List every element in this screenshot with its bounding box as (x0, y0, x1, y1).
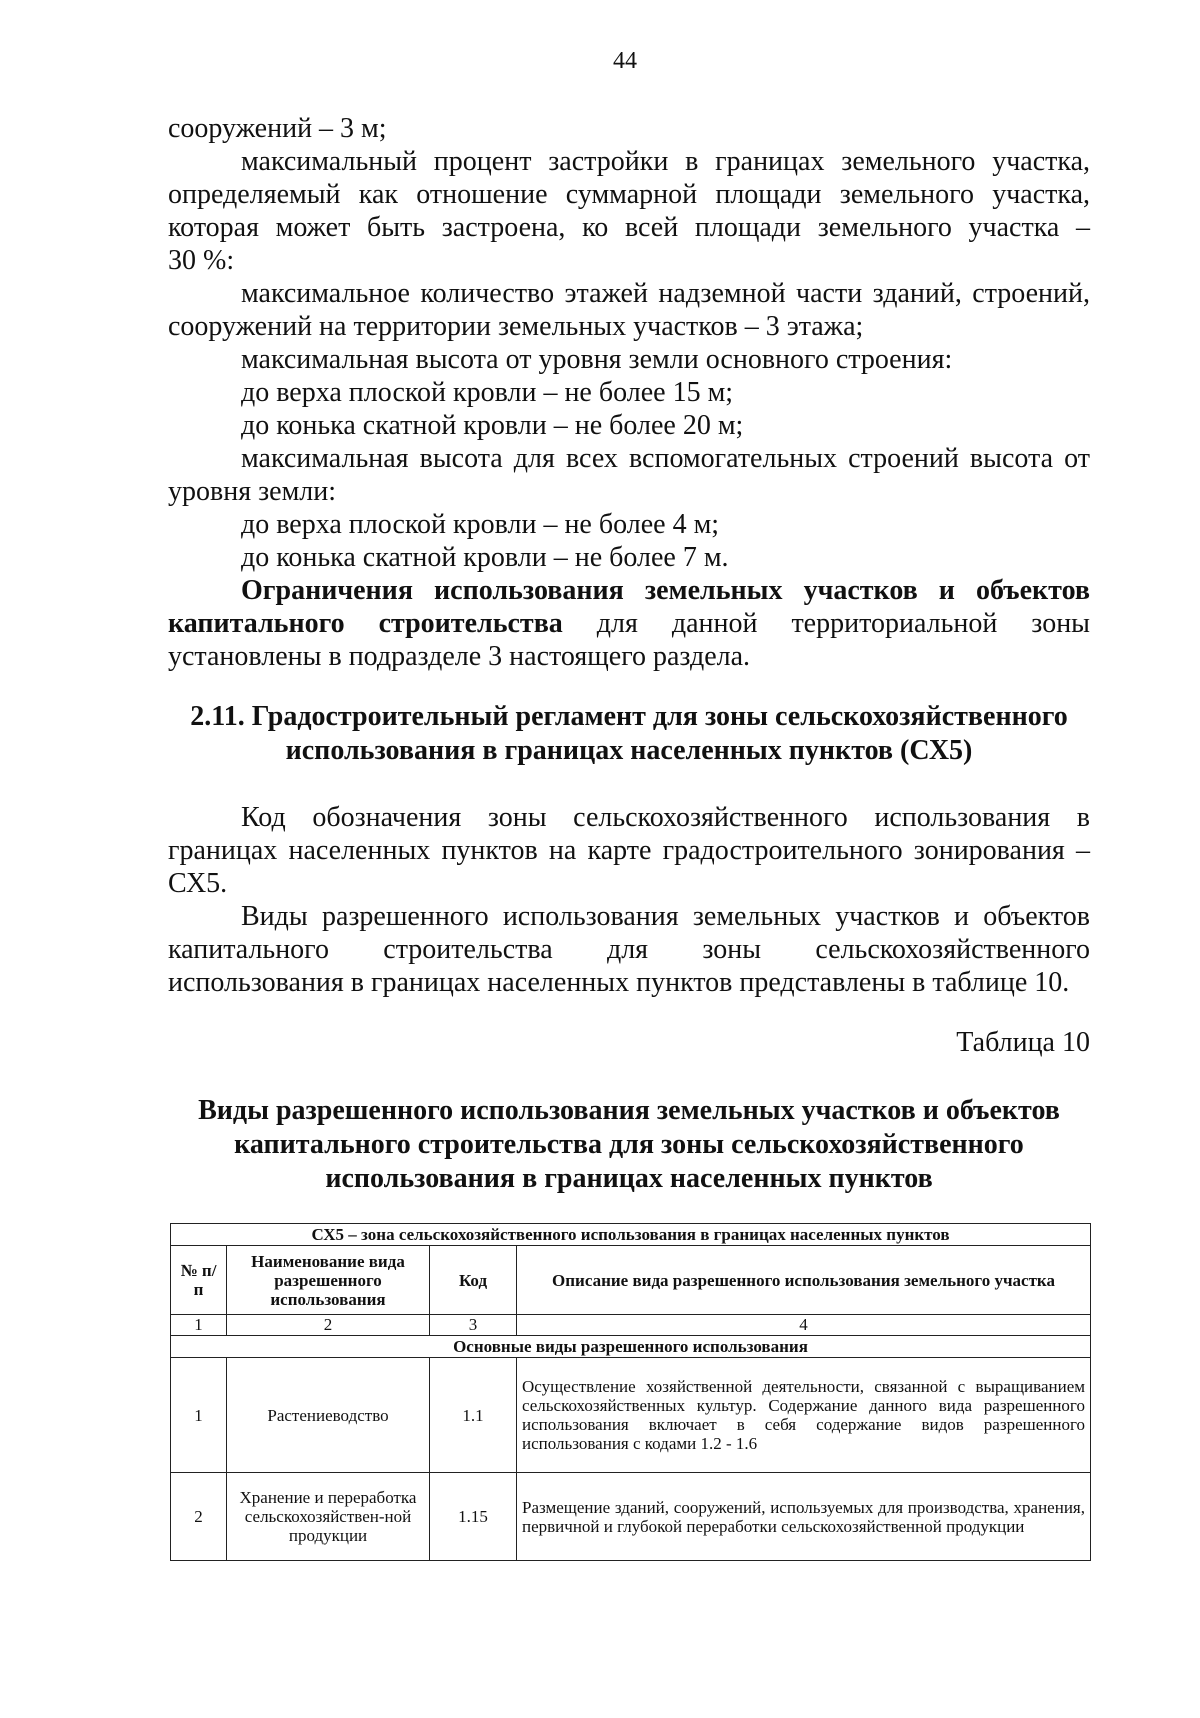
table-title-line: Виды разрешенного использования земельных участков и объектов (198, 1095, 1060, 1126)
column-number: 2 (227, 1315, 430, 1336)
zone-header-cell: СХ5 – зона сельскохозяйственного использования в границах населенных пунктов (171, 1224, 1091, 1246)
page-number: 44 (613, 48, 637, 74)
row-name: Растениеводство (227, 1358, 430, 1473)
column-number: 1 (171, 1315, 227, 1336)
section-title-line: использования в границах населенных пунктов (СХ5) (285, 735, 973, 766)
text-line: уровня земли: (168, 476, 337, 507)
restrictions-bold-fragment: капитального строительства (168, 608, 563, 639)
row-code: 1.1 (430, 1358, 517, 1473)
column-number-row (171, 1315, 1091, 1336)
text-line: определяемый как отношение суммарной площади земельного участка, (168, 179, 1090, 210)
text-line: сооружений – 3 м; (168, 113, 387, 144)
table-row (171, 1473, 1091, 1561)
text-line: Виды разрешенного использования земельных участков и объектов (241, 901, 1090, 932)
group-row (171, 1336, 1091, 1358)
text-line: до верха плоской кровли – не более 15 м; (241, 377, 734, 408)
column-header: № п/п (171, 1246, 227, 1315)
row-description: Осуществление хозяйственной деятельности, связанной с выращиванием сельскохозяйственных культур. Содержание данного вида разрешенного использования включает в себя содержание видов разрешенного использования с кодами 1.2 - 1.6 (517, 1358, 1091, 1473)
text-line: до верха плоской кровли – не более 4 м; (241, 509, 720, 540)
text-line: СХ5. (168, 868, 228, 899)
table-row (171, 1358, 1091, 1473)
column-number: 3 (430, 1315, 517, 1336)
column-header: Код (430, 1246, 517, 1315)
row-number: 1 (171, 1358, 227, 1473)
text-line: капитального строительства для зоны сельскохозяйственного (168, 934, 1090, 965)
restrictions-heading-line: Ограничения использования земельных участков и объектов (241, 575, 1090, 606)
column-header: Наименование вида разрешенного использования (227, 1246, 430, 1315)
table-title (168, 1094, 1090, 1196)
section-title (168, 700, 1090, 768)
column-number: 4 (517, 1315, 1091, 1336)
text-line: использования в границах населенных пунктов представлены в таблице 10. (168, 967, 1070, 998)
text-line: сооружений на территории земельных участков – 3 этажа; (168, 311, 864, 342)
table-header-row (171, 1246, 1091, 1315)
text-line: максимальное количество этажей надземной части зданий, строений, (241, 278, 1090, 309)
text-line: которая может быть застроена, ко всей площади земельного участка – (168, 212, 1090, 243)
row-number: 2 (171, 1473, 227, 1561)
table-title-line: использования в границах населенных пунктов (325, 1163, 933, 1194)
body-text-top (168, 112, 1090, 673)
text-line: установлены в подразделе 3 настоящего раздела. (168, 641, 751, 672)
text-line: до конька скатной кровли – не более 7 м. (241, 542, 729, 573)
column-header: Описание вида разрешенного использования земельного участка (517, 1246, 1091, 1315)
section-title-line: 2.11. Градостроительный регламент для зоны сельскохозяйственного (190, 701, 1068, 732)
text-line: Код обозначения зоны сельскохозяйственного использования в (241, 802, 1090, 833)
permitted-use-table (170, 1223, 1091, 1561)
group-header-cell: Основные виды разрешенного использования (171, 1336, 1091, 1358)
text-line: 30 %: (168, 245, 235, 276)
section-body (168, 801, 1090, 999)
text-fragment: для данной территориальной зоны (596, 608, 1090, 639)
row-description: Размещение зданий, сооружений, используемых для производства, хранения, первичной и глубокой переработки сельскохозяйственной продукции (517, 1473, 1091, 1561)
text-line: максимальная высота от уровня земли основного строения: (241, 344, 953, 375)
row-name: Хранение и переработка сельскохозяйствен-ной продукции (227, 1473, 430, 1561)
zone-header-row (171, 1224, 1091, 1246)
text-line: максимальная высота для всех вспомогательных строений высота от (241, 443, 1090, 474)
text-line (168, 607, 1090, 640)
table-caption: Таблица 10 (956, 1027, 1090, 1058)
text-line: границах населенных пунктов на карте градостроительного зонирования – (168, 835, 1090, 866)
row-code: 1.15 (430, 1473, 517, 1561)
table-title-line: капитального строительства для зоны сельскохозяйственного (234, 1129, 1024, 1160)
text-line: до конька скатной кровли – не более 20 м; (241, 410, 744, 441)
text-line: максимальный процент застройки в границах земельного участка, (241, 146, 1090, 177)
